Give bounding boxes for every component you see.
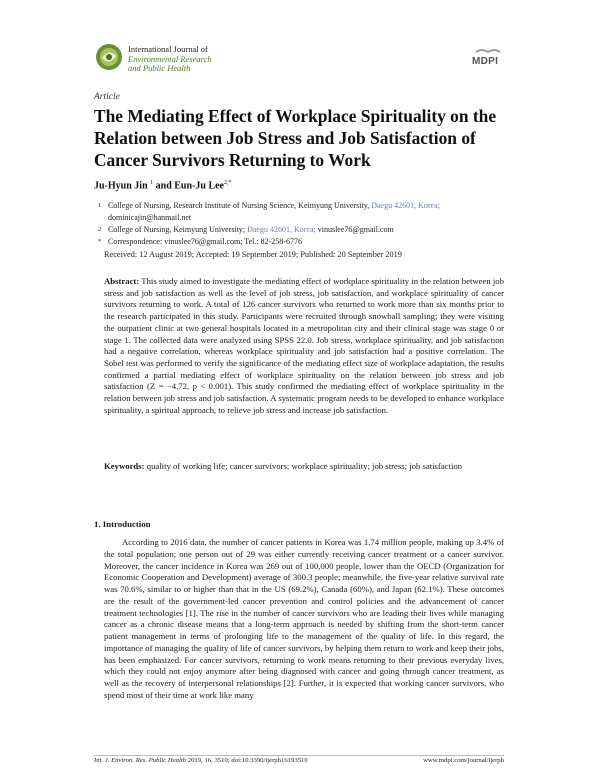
author-1[interactable]: Ju-Hyun Jin [94,180,148,192]
affiliation-2-email[interactable]: vinuslee76@gmail.com [317,225,394,234]
affiliation-2 [94,224,514,236]
keywords-label: Keywords: [104,461,145,471]
journal-logo-icon [94,42,124,72]
affiliation-2-text: College of Nursing, Keimyung University; [108,225,246,234]
footer-journal-abbrev: Int. J. Environ. Res. Public Health [94,757,187,764]
article-type: Article [94,92,120,102]
author-2-sup: 2,* [224,180,232,186]
affiliation-1-address: Daegu 42601, Korea; [371,201,440,210]
correspondence-text: Correspondence: vinuslee76@gmail.com; Tel.: 82-258-6776 [108,237,302,246]
affiliation-2-address: Daegu 42601, Korea; [247,225,316,234]
affiliation-1-number: 1 [98,202,102,209]
section-heading-introduction: 1. Introduction [94,519,151,529]
publication-dates: Received: 12 August 2019; Accepted: 19 September 2019; Published: 20 September 2019 [104,250,402,259]
affiliation-1 [94,200,514,223]
keywords [104,461,504,473]
author-and: and [155,180,172,192]
journal-name-line3: and Public Health [128,63,191,73]
author-1-sup: 1 [150,180,154,186]
affiliation-2-number: 2 [98,226,102,233]
journal-name [128,45,212,74]
footer-citation [94,757,308,764]
abstract-label: Abstract: [104,276,140,286]
publisher-name: MDPI [472,56,499,67]
keywords-text: quality of working life; cancer survivors; workplace spirituality; job stress; job satisfaction [146,461,463,471]
journal-name-line1: International Journal of [128,44,208,54]
paper-title: The Mediating Effect of Workplace Spirituality on the Relation between Job Stress and Job Satisfaction of Cancer Survivors Returning to Work [94,106,497,170]
correspondence-marker: * [98,238,102,245]
introduction-paragraph: According to 2016 data, the number of cancer patients in Korea was 1.74 million people, making up 3.4% of the total population; one person out of 29 was either currently receiving cancer treatment or a cancer survivor. Moreover, the cancer incidence in Korea was 269 out of 100,000 people, lower than the OECD (Organization for Economic Cooperation and Development) average of 300.3 people; meanwhile, the five-year relative survival rate was 70.6%, similar to or higher than that in the US (69.2%), Canada (60%), and Japan (62.1%). These outcomes are the result of the government-led cancer prevention and control policies and the advancement of cancer treatment technologies [1]. The rise in the number of cancer survivors who are leading their lives while managing cancer as a chronic disease means that a long-term approach is needed by shifting from the short-term cancer patient management in terms of prolonging life to the management of the quality of life. In this regard, the importance of managing the quality of life of cancer survivors, by helping them return to work and keep their jobs, has been emphasized. For cancer survivors, returning to work means returning to their previous everyday lives, which they could not enjoy anymore after being diagnosed with cancer and going through cancer treatment, as well as the recovery of interpersonal relationships [2]. Further, it is expected that working cancer survivors, who spend most of their time at work like many [104,537,504,700]
abstract-text: This study aimed to investigate the mediating effect of workplace spirituality in the relation between job stress and job satisfaction as well as the level of job stress, job satisfaction, and workplace spirituality of cancer survivors returning to work. A total of 126 cancer survivors who returned to work more than six months prior to the research participated in this study. Participants were recruited through snowball sampling; they were visiting the outpatient clinic at two general hospitals located in a metropolitan city and their clinical stage was stage 0 or stage 1. The collected data were analyzed using SPSS 22.0. Job stress, workplace spirituality, and job satisfaction had a negative correlation, whereas workplace spirituality and job satisfaction had a positive correlation. The Sobel test was performed to verify the significance of the mediating effect size of workplace adaptation, the results confirmed a partial mediating effect of workplace spirituality on the relation between job stress and job satisfaction (Z = −4.72, p < 0.001). This study confirmed the mediating effect of workplace spirituality in the relation between job stress and job satisfaction. A systematic program needs to be developed to enhance workplace spirituality, a spiritual approach, to relieve job stress and increase job satisfaction. [104,276,504,415]
correspondence [94,236,514,248]
affiliation-1-email[interactable]: dominicajin@hanmail.net [108,212,192,222]
abstract [104,276,504,416]
author-list [94,180,232,191]
introduction-body [104,537,504,702]
affiliation-1-text: College of Nursing, Research Institute of Nursing Science, Keimyung University, [108,201,370,210]
journal-name-line2: Environmental Research [128,53,212,64]
author-2[interactable]: Eun-Ju Lee [174,180,224,192]
footer-divider [94,755,504,756]
footer-citation-details: 2019, 16, 3510; doi:10.3390/ijerph16193510 [187,757,308,764]
footer-url[interactable]: www.mdpi.com/journal/ijerph [423,757,504,764]
